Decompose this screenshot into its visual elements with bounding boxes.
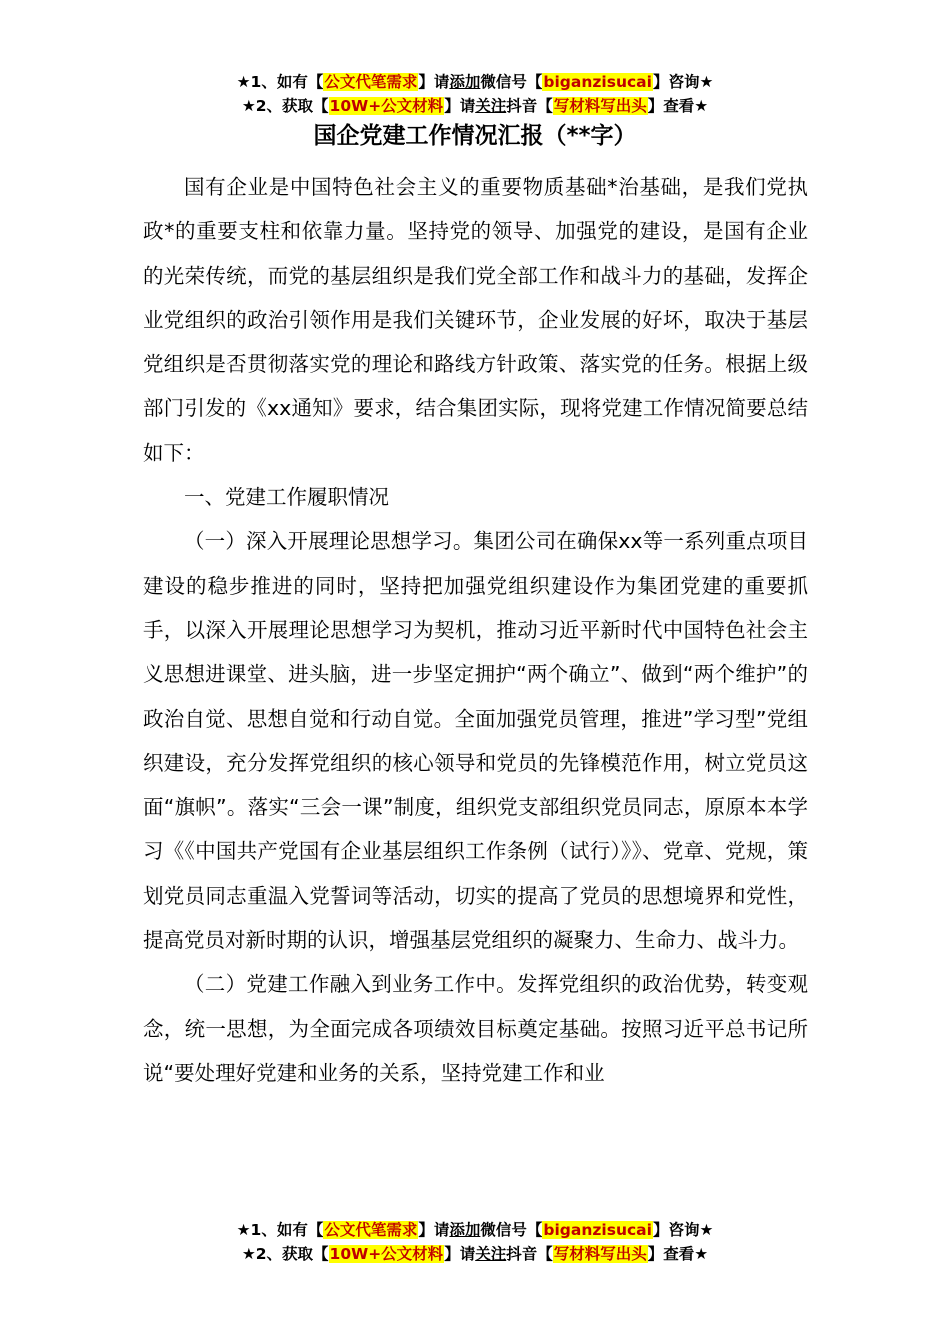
banner-line-2: [0, 1242, 950, 1266]
footer-banner: [0, 1218, 950, 1266]
banner-emphasis: 添加: [449, 73, 481, 91]
banner-text: ★2、获取【: [241, 1245, 329, 1263]
banner-emphasis: 关注: [475, 97, 507, 115]
banner-text: 】请: [418, 73, 450, 91]
banner-emphasis: 添加: [449, 1221, 481, 1239]
banner-text: 】咨询★: [652, 73, 714, 91]
document-title: 国企党建工作情况汇报（**字）: [313, 123, 637, 149]
highlight-service: 公文代笔需求: [324, 1221, 418, 1239]
highlight-materials: 10W+公文材料: [329, 1245, 444, 1263]
banner-text: 】查看★: [647, 1245, 709, 1263]
highlight-service: 公文代笔需求: [324, 73, 418, 91]
highlight-wechat-id: biganzisucai: [543, 73, 652, 91]
banner-text: 】请: [444, 97, 476, 115]
banner-text: ★1、如有【: [236, 1221, 324, 1239]
highlight-douyin-account: 写材料写出头: [553, 1245, 647, 1263]
banner-line-1: [0, 1218, 950, 1242]
header-banner: [0, 70, 950, 118]
banner-text: 微信号【: [480, 1221, 543, 1239]
banner-line-1: [0, 70, 950, 94]
paragraph-intro: 国有企业是中国特色社会主义的重要物质基础*治基础，是我们党执政*的重要支柱和依靠力量。坚持党的领导、加强党的建设，是国有企业的光荣传统，而党的基层组织是我们党全部工作和战斗力的基础，发挥企业党组织的政治引领作用是我们关键环节，企业发展的好坏，取决于基层党组织是否贯彻落实党的理论和路线方针政策、落实党的任务。根据上级部门引发的《xx通知》要求，结合集团实际，现将党建工作情况简要总结如下：: [143, 175, 808, 465]
banner-text: 抖音【: [506, 97, 553, 115]
highlight-materials: 10W+公文材料: [329, 97, 444, 115]
banner-text: 抖音【: [506, 1245, 553, 1263]
banner-text: 】咨询★: [652, 1221, 714, 1239]
banner-emphasis: 关注: [475, 1245, 507, 1263]
banner-text: 】请: [418, 1221, 450, 1239]
banner-text: ★1、如有【: [236, 73, 324, 91]
section-heading: 一、党建工作履职情况: [184, 485, 389, 510]
banner-text: ★2、获取【: [241, 97, 329, 115]
paragraph-section-2: （二）党建工作融入到业务工作中。发挥党组织的政治优势，转变观念，统一思想，为全面完成各项绩效目标奠定基础。按照习近平总书记所说“要处理好党建和业务的关系，坚持党建工作和业: [143, 972, 808, 1085]
banner-text: 】查看★: [647, 97, 709, 115]
banner-text: 】请: [444, 1245, 476, 1263]
highlight-wechat-id: biganzisucai: [543, 1221, 652, 1239]
banner-line-2: [0, 94, 950, 118]
paragraph-section-1: （一）深入开展理论思想学习。集团公司在确保xx等一系列重点项目建设的稳步推进的同时，坚持把加强党组织建设作为集团党建的重要抓手，以深入开展理论思想学习为契机，推动习近平新时代中国特色社会主义思想进课堂、进头脑，进一步坚定拥护“两个确立”、做到“两个维护”的政治自觉、思想自觉和行动自觉。全面加强党员管理，推进”学习型”党组织建设，充分发挥党组织的核心领导和党员的先锋模范作用，树立党员这面“旗帜”。落实“三会一课”制度，组织党支部组织党员同志，原原本本学习《《中国共产党国有企业基层组织工作条例（试行）》》、党章、党规，策划党员同志重温入党誓词等活动，切实的提高了党员的思想境界和党性，提高党员对新时期的认识，增强基层党组织的凝聚力、生命力、战斗力。: [143, 529, 808, 953]
highlight-douyin-account: 写材料写出头: [553, 97, 647, 115]
banner-text: 微信号【: [480, 73, 543, 91]
document-body: [143, 165, 808, 1095]
